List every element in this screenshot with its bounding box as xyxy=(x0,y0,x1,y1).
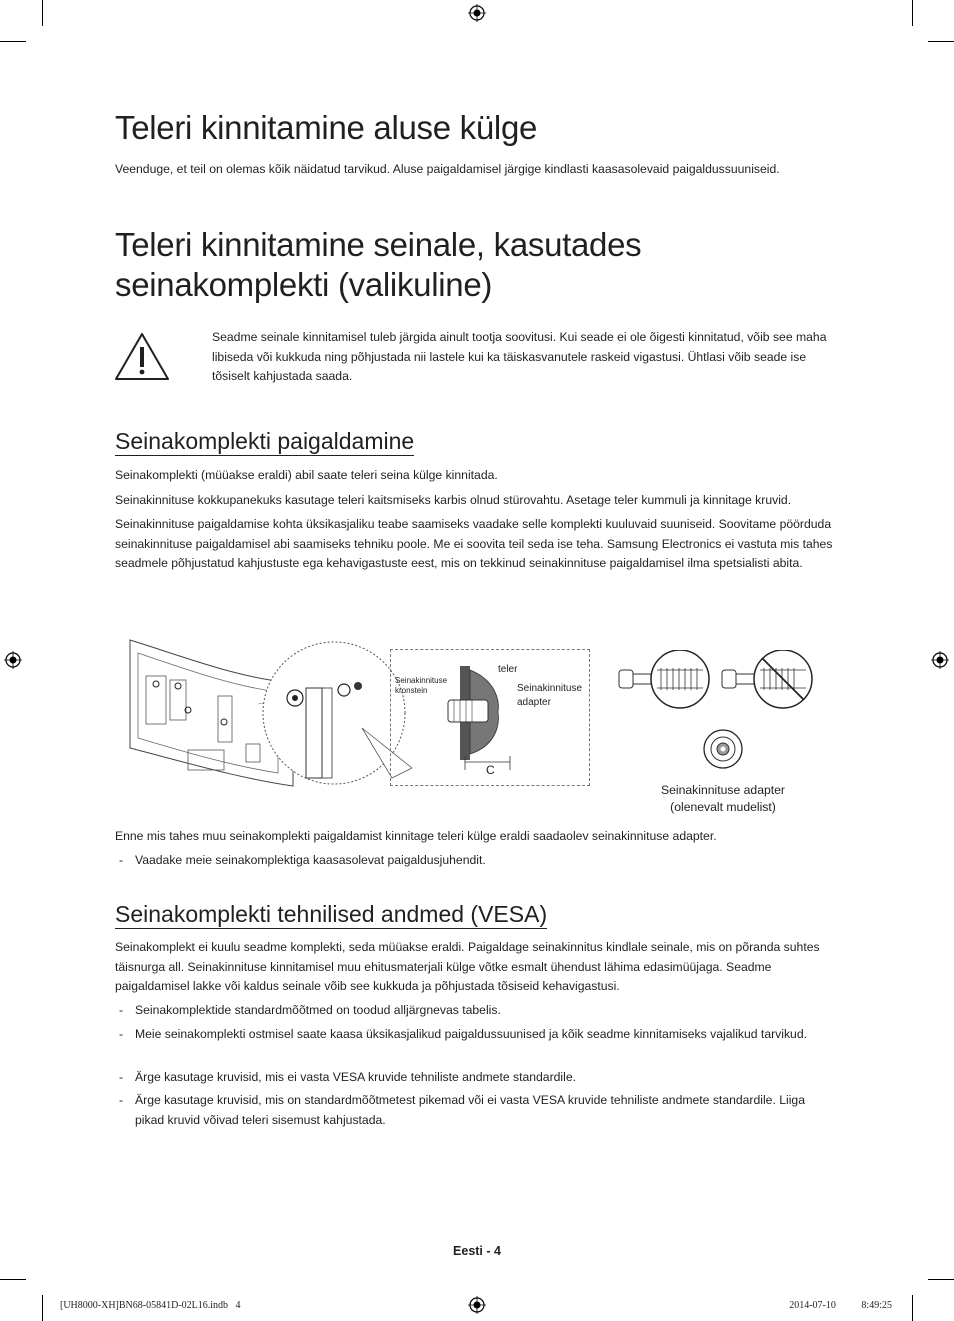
adapter-caption-line1: Seinakinnituse adapter xyxy=(661,783,785,797)
wall-mount-title-line1: Teleri kinnitamine seinale, kasutades xyxy=(115,226,642,263)
registration-mark-icon xyxy=(468,1296,486,1314)
crop-mark xyxy=(928,1279,954,1280)
registration-mark-icon xyxy=(931,651,949,669)
vesa-heading: Seinakomplekti tehnilised andmed (VESA) xyxy=(115,901,547,929)
registration-mark-icon xyxy=(468,4,486,22)
crop-mark xyxy=(928,41,954,42)
install-paragraph-1: Seinakomplekti (müüakse eraldi) abil saate teleri seina külge kinnitada. xyxy=(115,468,498,482)
file-info: [UH8000-XH]BN68-05841D-02L16.indb 4 xyxy=(60,1300,241,1311)
label-adapter: Seinakinnituse adapter xyxy=(517,683,583,708)
after-figure-paragraph: Enne mis tahes muu seinakomplekti paigaldamist kinnitage teleri külge eraldi saadaolev seinakinnituse adapter. xyxy=(115,829,717,843)
wall-mount-title-line2: seinakomplekti (valikuline) xyxy=(115,266,493,304)
crop-mark xyxy=(0,1279,26,1280)
page-number: Eesti - 4 xyxy=(453,1244,501,1258)
wall-mount-title xyxy=(115,225,641,306)
registration-mark-icon xyxy=(4,651,22,669)
crop-mark xyxy=(42,1295,43,1321)
crop-mark xyxy=(42,0,43,26)
label-tv: teler xyxy=(498,664,518,675)
label-bracket: Seinakinnituse kronstein xyxy=(395,676,448,695)
warning-triangle-icon xyxy=(113,331,171,382)
adapter-caption-line2: (olenevalt mudelist) xyxy=(670,800,776,814)
label-c: C xyxy=(486,763,495,777)
timestamp: 2014-07-10 ￿￿ 8:49:25 xyxy=(789,1300,892,1311)
page-title: Teleri kinnitamine aluse külge xyxy=(115,109,538,146)
adapter-caption xyxy=(640,782,806,816)
vesa-paragraph: Seinakomplekt ei kuulu seadme komplekti, seda müüakse eraldi. Paigaldage seinakinnitus kindlale seinale, mis on põranda suhtes täisnurga all. Seinakinnituse kinnitamisel muu ehitusmaterjali külge võtke esmalt ühendust lähima edasimüüjaga. Seadme paigaldamisel lakke või kaldus seinale võib see kukkuda ja põhjustada tõsiseid kehavigastusi. xyxy=(115,940,820,993)
crop-mark xyxy=(0,41,26,42)
crop-mark xyxy=(912,0,913,26)
screw-correct-icon xyxy=(617,650,712,710)
intro-paragraph: Veenduge, et teil on olemas kõik näidatud tarvikud. Aluse paigaldamisel järgige kindlasti kaasasolevaid paigaldussuuniseid. xyxy=(115,162,780,176)
warning-text: Seadme seinale kinnitamisel tuleb järgida ainult tootja soovitusi. Kui seade ei ole õigesti kinnitatud, võib see maha libiseda või kukkuda ning põhjustada nii lastele kui ka täiskasvanutele raskeid vigastusi. Ühtlasi võib seade ise tõsiselt kahjustada saada. xyxy=(212,330,827,383)
wall-adapter-icon xyxy=(702,724,744,774)
screw-incorrect-icon xyxy=(720,650,815,710)
install-heading: Seinakomplekti paigaldamine xyxy=(115,428,414,456)
install-paragraph-2: Seinakinnituse kokkupanekuks kasutage teleri kaitsmiseks karbis olnud stürovahtu. Asetage teler kummuli ja kinnitage kruvid. xyxy=(115,493,792,507)
install-paragraph-3: Seinakinnituse paigaldamise kohta üksikasjaliku teabe saamiseks vaadake selle komplekti kuuluvaid suuniseid. Soovitame pöörduda seinakinnituse paigaldamisel abi saamiseks tehniku poole. Me ei soovita teil seda ise teha. Samsung Electronics ei vastuta mis tahes seadmele põhjustatud kahjustuste ega kehavigastuste eest, mis on tekkinud seinakinnituse paigaldamisel ilma spetsialisti abita. xyxy=(115,517,833,570)
crop-mark xyxy=(912,1295,913,1321)
